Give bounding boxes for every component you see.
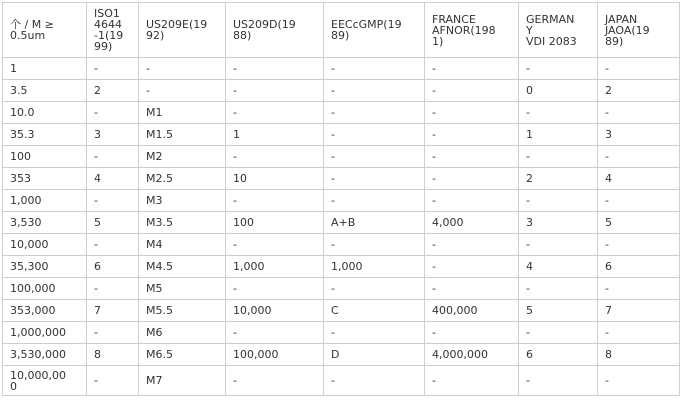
cell-germany-vdi: - <box>519 322 598 344</box>
cell-japan-jaoa: - <box>598 146 680 168</box>
cell-iso: - <box>87 190 139 212</box>
cell-germany-vdi: 3 <box>519 212 598 234</box>
cell-us209e: M6 <box>139 322 226 344</box>
column-header-us209e: US209E(19 92) <box>139 3 226 58</box>
column-header-eec-gmp: EECcGMP(19 89) <box>324 3 425 58</box>
cell-eec-gmp: - <box>324 234 425 256</box>
cell-japan-jaoa: 3 <box>598 124 680 146</box>
cell-japan-jaoa: 7 <box>598 300 680 322</box>
table-row <box>3 300 680 322</box>
cell-france-afnor: - <box>425 256 519 278</box>
header-row <box>3 3 680 58</box>
cell-iso: 7 <box>87 300 139 322</box>
cell-us209e: - <box>139 80 226 102</box>
cell-particle-count: 353,000 <box>3 300 87 322</box>
cell-us209d: - <box>226 190 324 212</box>
cell-japan-jaoa: 4 <box>598 168 680 190</box>
cell-us209e: M6.5 <box>139 344 226 366</box>
cell-us209e: - <box>139 58 226 80</box>
cell-us209d: 1,000 <box>226 256 324 278</box>
cell-france-afnor: - <box>425 124 519 146</box>
cell-japan-jaoa: - <box>598 322 680 344</box>
table-row <box>3 366 680 396</box>
table-row <box>3 102 680 124</box>
cell-us209d: - <box>226 322 324 344</box>
cell-eec-gmp: C <box>324 300 425 322</box>
cell-us209d: - <box>226 366 324 396</box>
cell-eec-gmp: - <box>324 168 425 190</box>
cell-eec-gmp: - <box>324 124 425 146</box>
cell-particle-count: 3,530 <box>3 212 87 234</box>
cell-particle-count: 100 <box>3 146 87 168</box>
cell-us209e: M1 <box>139 102 226 124</box>
column-header-japan-jaoa: JAPAN JAOA(19 89) <box>598 3 680 58</box>
cell-us209d: - <box>226 58 324 80</box>
table-row <box>3 344 680 366</box>
cell-eec-gmp: 1,000 <box>324 256 425 278</box>
cell-particle-count: 10,000,00 0 <box>3 366 87 396</box>
cell-germany-vdi: 6 <box>519 344 598 366</box>
cell-japan-jaoa: - <box>598 366 680 396</box>
table-row <box>3 80 680 102</box>
cell-eec-gmp: - <box>324 190 425 212</box>
cell-us209e: M3.5 <box>139 212 226 234</box>
cell-us209e: M2.5 <box>139 168 226 190</box>
cell-france-afnor: - <box>425 168 519 190</box>
cell-japan-jaoa: - <box>598 102 680 124</box>
table-row <box>3 124 680 146</box>
cell-france-afnor: 4,000,000 <box>425 344 519 366</box>
cell-us209d: - <box>226 146 324 168</box>
cell-germany-vdi: - <box>519 278 598 300</box>
cell-particle-count: 10.0 <box>3 102 87 124</box>
cell-japan-jaoa: 8 <box>598 344 680 366</box>
cell-us209e: M4 <box>139 234 226 256</box>
cell-us209d: - <box>226 278 324 300</box>
table-row <box>3 212 680 234</box>
cell-us209e: M2 <box>139 146 226 168</box>
table-row <box>3 168 680 190</box>
cell-france-afnor: - <box>425 80 519 102</box>
cell-japan-jaoa: - <box>598 234 680 256</box>
cell-eec-gmp: - <box>324 366 425 396</box>
column-header-germany-vdi: GERMAN Y VDI 2083 <box>519 3 598 58</box>
cell-particle-count: 100,000 <box>3 278 87 300</box>
cell-france-afnor: - <box>425 102 519 124</box>
cell-germany-vdi: 5 <box>519 300 598 322</box>
cell-germany-vdi: - <box>519 190 598 212</box>
cell-germany-vdi: 2 <box>519 168 598 190</box>
cell-france-afnor: - <box>425 278 519 300</box>
cell-particle-count: 10,000 <box>3 234 87 256</box>
cell-germany-vdi: 4 <box>519 256 598 278</box>
cell-japan-jaoa: - <box>598 190 680 212</box>
cell-eec-gmp: - <box>324 80 425 102</box>
cell-germany-vdi: 1 <box>519 124 598 146</box>
cell-us209d: 100 <box>226 212 324 234</box>
column-header-france-afnor: FRANCE AFNOR(198 1) <box>425 3 519 58</box>
cell-us209d: - <box>226 80 324 102</box>
cell-us209e: M5.5 <box>139 300 226 322</box>
cell-iso: - <box>87 102 139 124</box>
table-row <box>3 278 680 300</box>
table-row <box>3 234 680 256</box>
cell-japan-jaoa: 2 <box>598 80 680 102</box>
cleanroom-standards-table <box>2 2 680 396</box>
cell-germany-vdi: - <box>519 234 598 256</box>
cell-iso: - <box>87 58 139 80</box>
cell-eec-gmp: - <box>324 58 425 80</box>
table-row <box>3 190 680 212</box>
column-header-us209d: US209D(19 88) <box>226 3 324 58</box>
table-row <box>3 146 680 168</box>
cell-us209e: M4.5 <box>139 256 226 278</box>
cell-us209e: M7 <box>139 366 226 396</box>
cell-germany-vdi: 0 <box>519 80 598 102</box>
cell-eec-gmp: - <box>324 278 425 300</box>
table-row <box>3 256 680 278</box>
cell-france-afnor: 400,000 <box>425 300 519 322</box>
cell-iso: - <box>87 146 139 168</box>
cell-eec-gmp: - <box>324 102 425 124</box>
cell-germany-vdi: - <box>519 146 598 168</box>
cell-germany-vdi: - <box>519 366 598 396</box>
cell-particle-count: 35.3 <box>3 124 87 146</box>
cell-us209e: M3 <box>139 190 226 212</box>
cell-france-afnor: - <box>425 146 519 168</box>
table-wrapper <box>2 2 680 396</box>
cell-particle-count: 1,000,000 <box>3 322 87 344</box>
cell-japan-jaoa: 5 <box>598 212 680 234</box>
cell-eec-gmp: D <box>324 344 425 366</box>
cell-us209e: M5 <box>139 278 226 300</box>
cell-iso: - <box>87 234 139 256</box>
cell-particle-count: 35,300 <box>3 256 87 278</box>
cell-us209d: 1 <box>226 124 324 146</box>
cell-particle-count: 3.5 <box>3 80 87 102</box>
cell-iso: 5 <box>87 212 139 234</box>
cell-france-afnor: - <box>425 190 519 212</box>
cell-particle-count: 3,530,000 <box>3 344 87 366</box>
cell-particle-count: 1 <box>3 58 87 80</box>
cell-eec-gmp: - <box>324 146 425 168</box>
table-row <box>3 322 680 344</box>
cell-iso: 8 <box>87 344 139 366</box>
column-header-iso: ISO1 4644 -1(19 99) <box>87 3 139 58</box>
cell-france-afnor: - <box>425 322 519 344</box>
cell-us209d: - <box>226 234 324 256</box>
cell-france-afnor: 4,000 <box>425 212 519 234</box>
column-header-particle-count: 个 / M ≥ 0.5um <box>3 3 87 58</box>
cell-us209d: - <box>226 102 324 124</box>
cell-eec-gmp: A+B <box>324 212 425 234</box>
cell-iso: 4 <box>87 168 139 190</box>
cell-germany-vdi: - <box>519 102 598 124</box>
cell-france-afnor: - <box>425 234 519 256</box>
cell-japan-jaoa: 6 <box>598 256 680 278</box>
cell-iso: 6 <box>87 256 139 278</box>
cell-japan-jaoa: - <box>598 58 680 80</box>
cell-eec-gmp: - <box>324 322 425 344</box>
cell-us209d: 10 <box>226 168 324 190</box>
cell-iso: 3 <box>87 124 139 146</box>
cell-iso: - <box>87 322 139 344</box>
cell-japan-jaoa: - <box>598 278 680 300</box>
cell-iso: - <box>87 366 139 396</box>
table-row <box>3 58 680 80</box>
cell-iso: - <box>87 278 139 300</box>
cell-germany-vdi: - <box>519 58 598 80</box>
cell-particle-count: 1,000 <box>3 190 87 212</box>
cell-us209d: 10,000 <box>226 300 324 322</box>
cell-us209e: M1.5 <box>139 124 226 146</box>
cell-france-afnor: - <box>425 366 519 396</box>
cell-us209d: 100,000 <box>226 344 324 366</box>
cell-iso: 2 <box>87 80 139 102</box>
cell-france-afnor: - <box>425 58 519 80</box>
table-body <box>3 58 680 396</box>
cell-particle-count: 353 <box>3 168 87 190</box>
